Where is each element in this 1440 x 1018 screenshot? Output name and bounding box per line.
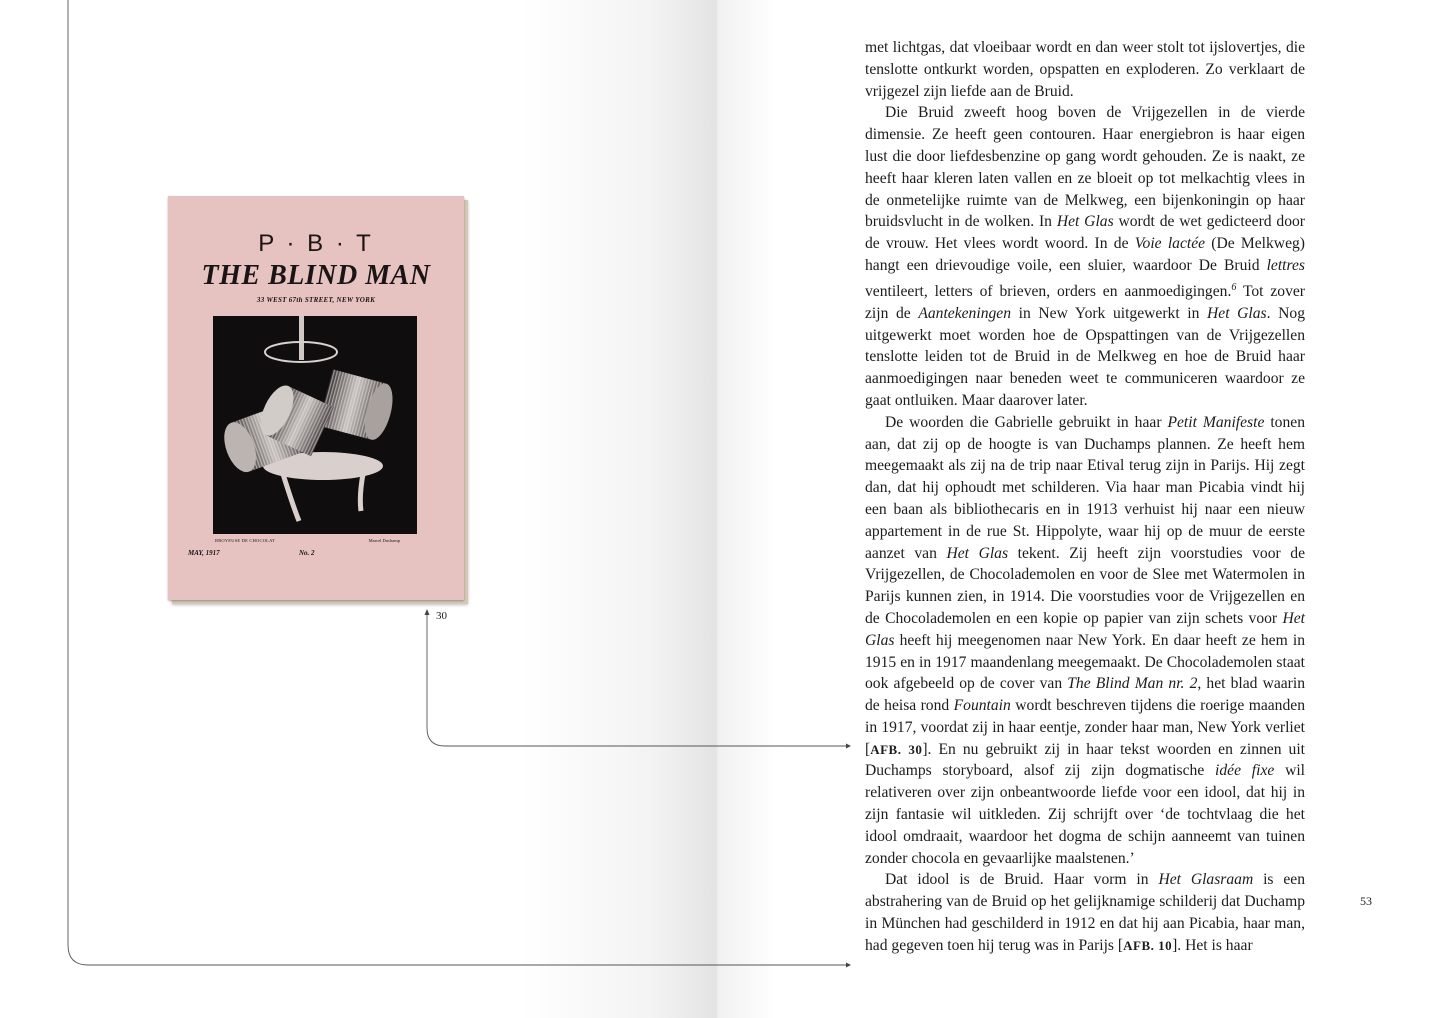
cover-issue: No. 2 <box>299 549 315 557</box>
body-text <box>865 37 1305 957</box>
footnote-marker[interactable]: 6 <box>1231 281 1237 293</box>
page-number: 53 <box>1360 894 1372 908</box>
cover-address: 33 WEST 67th STREET, NEW YORK <box>256 296 376 304</box>
paragraph-2: Die Bruid zweeft hoog boven de Vrijgezellen in de vierde dimensie. Ze heeft geen contouren. Haar energiebron is haar eigen lust die door liefdesbenzine op gang wordt gehouden. Ze is naakt, ze heeft haar kleren laten vallen en ze bloeit op tot melkachtig vlees in de onmetelijke ruimte van de Melkweg, een bijenkoningin op haar bruidsvlucht in de wolken. In Het Glas wordt de wet gedicteerd door de vrouw. Het vlees wordt woord. In de Voie lactée (De Melkweg) hangt een drievoudige voile, een sluier, waardoor De Bruid lettres ventileert, letters of brieven, orders en aanmoedigingen.$^6$ Tot zover zijn de Aantekeningen in New York uitgewerkt in Het Glas. Nog uitgewerkt moet worden hoe de Opspattingen van de Vrijgezellen tenslotte leiden tot de Bruid in de Melkweg en hoe de Bruid haar aanmoedigingen naar beneden weet te communiceren waardoor ze gaat ontluiken. Maar daarover later. <box>865 104 1306 409</box>
cover-caption-left: BROYEUSE DE CHOCOLAT <box>215 538 276 543</box>
chocolate-grinder-illustration <box>213 316 417 534</box>
margin-line-arrowhead <box>846 963 851 968</box>
cover-caption-right: Marcel Duchamp <box>368 538 400 543</box>
cover-date: MAY, 1917 <box>188 549 220 557</box>
cover-header: P · B · T <box>258 230 374 257</box>
paragraph-4: Dat idool is de Bruid. Haar vorm in Het Glasraam is een abstrahering van de Bruid op het gelijknamige schilderij dat Duchamp in München had geschilderd in 1912 en dat hij aan Picabia, haar man, had gegeven toen hij terug was in Parijs [AFB. 10]. Het is haar <box>865 871 1306 954</box>
magazine-cover-image <box>168 196 464 600</box>
figure-connector-arrow-end <box>846 744 851 749</box>
figure-connector-arrow-top <box>425 609 430 615</box>
figure-connector-line <box>427 612 849 746</box>
paragraph-1: met lichtgas, dat vloeibaar wordt en dan weer stolt tot ijslovertjes, die tenslotte ontkurkt worden, opspatten en exploderen. Zo verklaart de vrijgezel zijn liefde aan de Bruid. <box>865 39 1305 100</box>
figure-reference-30[interactable]: AFB. 30 <box>870 741 923 757</box>
figure-number: 30 <box>436 610 447 622</box>
paragraph-3: De woorden die Gabrielle gebruikt in haar Petit Manifeste tonen aan, dat zij op de hoogte is van Duchamps plannen. Ze heeft hem meegemaakt als zij na de trip naar Etival terug zijn in Parijs. Hij zegt dan, dat hij ophoudt met schilderen. Via haar man Picabia vindt hij een baan als bibliothecaris en in 1913 verhuist hij naar een nieuw appartement in de rue St. Hippolyte, waar hij op de muur de eerste aanzet van Het Glas tekent. Zij heeft zijn voorstudies voor de Vrijgezellen, de Chocolademolen en voor de Slee met Watermolen in Parijs kunnen zien, in 1914. Die voorstudies voor de Vrijgezellen en de Chocolademolen en een kopie op papier van zijn schets voor Het Glas heeft hij meegenomen naar New York. En daar heeft ze hem in 1915 en in 1917 maandenlang meegemaakt. De Chocolademolen staat ook afgebeeld op de cover van The Blind Man nr. 2, het blad waarin de heisa rond Fountain wordt beschreven tijdens die roerige maanden in 1917, voordat zij in haar eentje, zonder haar man, New York verliet [AFB. 30]. En nu gebruikt zij in haar tekst woorden en zinnen uit Duchamps storyboard, alsof zij zijn dogmatische idée fixe wil relativeren over zijn onbeantwoorde liefde voor een idool, dat hij in zijn fantasie wil uitkleden. Zij schrijft over ‘de tochtvlaag die het idool omdraait, waardoor het dogma de schijn aanneemt van tuinen zonder chocola en gevaarlijke maalstenen.’ <box>865 413 1306 867</box>
cover-title: THE BLIND MAN <box>201 260 431 291</box>
figure-reference-10[interactable]: AFB. 10 <box>1123 937 1173 953</box>
